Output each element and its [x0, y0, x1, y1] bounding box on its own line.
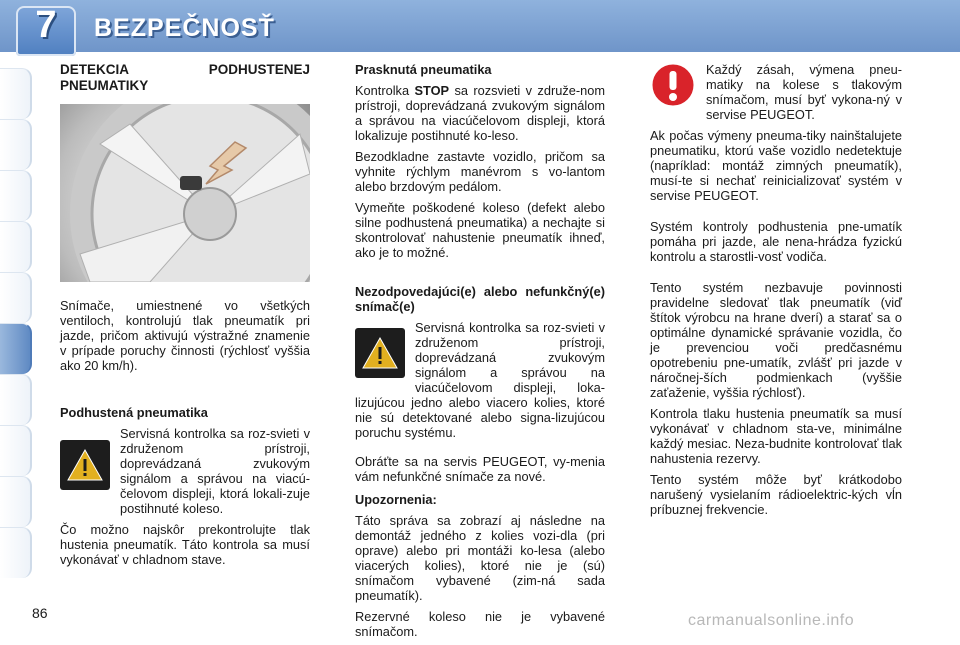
watermark: carmanualsonline.info	[688, 612, 855, 629]
paragraph-peugeot-service: Obráťte sa na servis PEUGEOT, vy-menia vám nefunkčné snímače za nové.	[355, 454, 605, 484]
after-warning-paragraph: Čo možno najskôr prekontrolujte tlak hustenia pneumatík. Táto kontrola sa musí vykonávať v chladnom stave.	[60, 522, 310, 567]
paragraph-system-helps: Systém kontroly podhustenia pne-umatík pomáha pri jazde, ale nena-hrádza fyzickú kontrolu a starostli-vosť vodiča.	[650, 219, 902, 264]
warning-triangle-icon	[60, 440, 110, 490]
side-tab[interactable]	[0, 170, 32, 221]
section-title: DETEKCIA PODHUSTENEJ PNEUMATIKY	[60, 62, 310, 93]
paragraph-replace-wheel: Vymeňte poškodené koleso (defekt alebo silne podhustená pneumatika) a nechajte si skontrolovať nahustenie pneumatík ihneď, ako je to možné.	[355, 200, 605, 260]
paragraph-obligation: Tento systém nezbavuje povinnosti pravidelne sledovať tlak pneumatík (viď štítok výrobcu na hrane dverí) a starať sa o optimálne dynamické správanie vozidla, čo je prevenciou voči predčasnému opotrebeniu pne-umatík, zvlášť pri jazde v náročnej-ších podmienkach (vyššie zaťaženie, vyššia rýchlosť).	[650, 280, 902, 400]
paragraph-tyre-change: Ak počas výmeny pneuma-tiky nainštalujete pneumatiku, ktorú vaše vozidlo nedetektuje (napríklad: montáž zimných pneumatík), musí-te si nechať reinicializovať systém v servise PEUGEOT.	[650, 128, 902, 203]
side-tab[interactable]	[0, 374, 32, 425]
subhead-faulty-sensor: Nezodpovedajúci(e) alebo nefunkčný(e) snímač(e)	[355, 284, 605, 314]
side-tab[interactable]	[0, 119, 32, 170]
stop-exclamation-icon	[650, 62, 696, 108]
left-column	[60, 62, 310, 100]
paragraph-stop-vehicle: Bezodkladne zastavte vozidlo, pričom sa vyhnite rýchlym manévrom s vo-lantom alebo brzdovým pedálom.	[355, 149, 605, 194]
valve-sensor-icon	[180, 176, 202, 190]
page-number: 86	[32, 605, 48, 621]
middle-column	[355, 62, 605, 645]
stop-paragraph	[355, 83, 605, 143]
wheel-illustration	[60, 104, 310, 282]
chapter-number: 7	[35, 4, 57, 46]
warning-text-sensor: Servisná kontrolka sa roz-svieti v združenom prístroji, doprevádzaná zvukovým signálom a správou na viacúčelovom displeji, loka-lizujúcou jedno alebo viacero kolies, ktoré nie sú detektované alebo signa-lizujúcou poruchu systému.	[355, 320, 605, 440]
paragraph-cold-check: Kontrola tlaku hustenia pneumatík sa musí vykonávať v chladnom sta-ve, minimálne každý mesiac. Neza-budnite kontrolovať tlak nahustenia rezervy.	[650, 406, 902, 466]
intro-paragraph: Snímače, umiestnené vo všetkých ventiloch, kontrolujú tlak pneumatík pri jazde, pričom aktivujú výstražné znamenie v prípade poruchy činnosti (rýchlosť vyššia ako 20 km/h).	[60, 298, 310, 373]
paragraph-intervention: Každý zásah, výmena pneu-matiky na kolese s tlakovým snímačom, musí byť vykona-ný v servise PEUGEOT.	[706, 62, 902, 122]
warning-text: Servisná kontrolka sa roz-svieti v združenom prístroji, doprevádzaná zvukovým signálom a správou na viacú-čelovom displeji, ktorá lokali-zuje postihnuté koleso.	[120, 426, 310, 516]
paragraph-interference: Tento systém môže byť krátkodobo narušený vysielaním rádioelektric-kých vĺn príbuznej frekvencie.	[650, 472, 902, 517]
side-tab-active[interactable]	[0, 323, 32, 374]
left-column-text	[60, 298, 310, 573]
stop-suffix: sa rozsvieti v združe-nom prístroji, doprevádzaná zvukovým signálom a správou na viacúčelovom displeji, ktorá lokalizuje postihnuté ko-leso.	[355, 83, 605, 143]
subhead-notes: Upozornenia:	[355, 492, 437, 507]
stop-prefix: Kontrolka	[355, 83, 415, 98]
right-column	[650, 62, 902, 523]
subhead-underinflated: Podhustená pneumatika	[60, 405, 208, 420]
side-tabs	[0, 68, 32, 578]
side-tab[interactable]	[0, 476, 32, 527]
side-tab[interactable]	[0, 272, 32, 323]
side-tab[interactable]	[0, 221, 32, 272]
paragraph-notes: Táto správa sa zobrazí aj následne na demontáž jedného z kolies vozi-dla (pri oprave) alebo pri montáži ko-lesa (alebo viacerých kolies), ktoré nie je (sú) snímačom vybavené (zim-ná sada pneumatík).	[355, 513, 605, 603]
side-tab[interactable]	[0, 527, 32, 578]
warning-triangle-icon	[355, 328, 405, 378]
stop-word: STOP	[414, 83, 450, 98]
side-tab[interactable]	[0, 425, 32, 476]
side-tab[interactable]	[0, 68, 32, 119]
paragraph-spare-wheel: Rezervné koleso nie je vybavené snímačom.	[355, 609, 605, 639]
chapter-title: BEZPEČNOSŤ	[94, 14, 275, 42]
subhead-punctured: Prasknutá pneumatika	[355, 62, 492, 77]
wheel-svg	[60, 104, 310, 282]
